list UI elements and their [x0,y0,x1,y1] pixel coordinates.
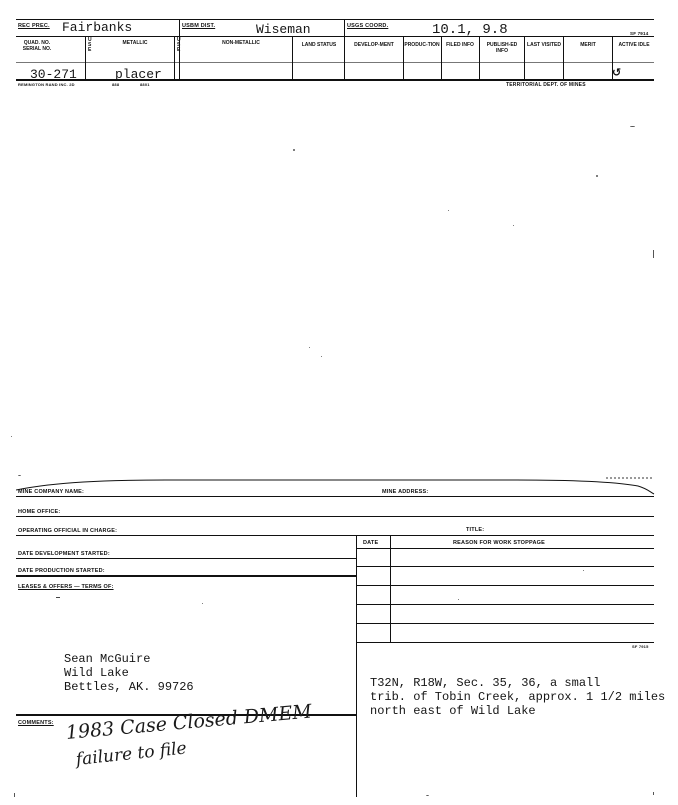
divider-coord [344,19,345,79]
divider-metallic [85,36,86,79]
col-published-info: PUBLISH-ED INFO [486,42,518,54]
rule-stoppage-5 [356,642,654,643]
torn-edge [16,476,656,496]
rule-prod [16,575,356,577]
leases-mark [56,597,60,598]
col-filed-info: FILED INFO [446,42,474,48]
divider-center [356,535,357,797]
rec-prec-label: REC PREC. [18,23,50,29]
card-footer-code-2: 8801 [140,82,150,87]
rule-stoppage-header [356,548,654,549]
form-number-back: SF 7915 [632,644,649,649]
divider-published [479,36,480,79]
divider-merit [563,36,564,79]
speck [309,347,310,348]
usbm-dist-value: Wiseman [256,22,311,37]
comments-label: COMMENTS: [18,720,54,726]
speck [293,149,295,151]
metallic-value: placer [115,67,162,82]
date-col-label: DATE [363,540,379,546]
col-production: PRODUC-TION [404,42,440,48]
rule-stoppage-2 [356,585,654,586]
speck [321,356,322,357]
divider-nonmetallic [174,36,175,79]
speck [653,250,654,258]
handwritten-comment-2: failure to file [74,738,188,770]
rule-dev [16,558,356,559]
speck [596,175,598,177]
col-nonmetallic: NON-METALLIC [222,40,260,46]
home-office-label: HOME OFFICE: [18,509,61,515]
speck [513,225,514,226]
col-land-status: LAND STATUS [301,42,337,48]
rule-stoppage-3 [356,604,654,605]
col-use-metallic: U S E [88,37,92,53]
usgs-coord-label: USGS COORD. [347,23,389,29]
title-label: TITLE: [466,527,485,533]
card-typing-rule [16,62,654,63]
col-quad-serial: QUAD. NO. SERIAL NO. [22,40,52,52]
card-footer-code-1: 888 [112,82,120,87]
leases-label: LEASES & OFFERS — TERMS OF: [18,584,114,590]
speck [458,599,459,600]
speck [202,603,203,604]
usgs-coord-value: 10.1, 9.8 [432,22,508,38]
col-last-visited: LAST VISITED [527,42,561,48]
rec-prec-value: Fairbanks [62,20,133,35]
speck [11,436,12,437]
divider-date [390,535,391,642]
location-line-3: north east of Wild Lake [370,704,536,718]
location-line-1: T32N, R18W, Sec. 35, 36, a small [370,676,601,690]
speck [583,570,584,571]
card-row-rule [16,36,654,37]
speck [448,210,449,211]
mine-address-label: MINE ADDRESS: [382,489,429,495]
col-merit: MERIT [580,42,596,48]
quad-serial-value: 30-271 [30,67,77,82]
handwritten-comment-1: 1983 Case Closed DMEM [65,700,313,744]
form-number-front: SF 7914 [630,31,649,36]
divider-last-visited [524,36,525,79]
operating-official-label: OPERATING OFFICIAL IN CHARGE: [18,528,118,534]
speck [14,793,15,797]
col-metallic: METALLIC [122,40,148,46]
rule-stoppage-1 [356,566,654,567]
rule-official [16,535,654,536]
divider-land [292,36,293,79]
active-idle-mark: ↺ [612,67,622,79]
address-line-city: Bettles, AK. 99726 [64,680,194,694]
usbm-dist-label: USBM DIST. [182,23,216,29]
location-line-2: trib. of Tobin Creek, approx. 1 1/2 miles [370,690,666,704]
address-line-name: Sean McGuire [64,652,151,666]
card-bottom-rule [16,79,654,81]
rule-home-office [16,516,654,517]
card-footer-left: REMINGTON RAND INC. 2D [18,82,75,87]
speck [426,795,429,796]
rule-company [16,496,654,497]
col-active-idle: ACTIVE IDLE [618,42,650,48]
dev-started-label: DATE DEVELOPMENT STARTED: [18,551,110,557]
col-development: DEVELOP-MENT [354,42,394,48]
prod-started-label: DATE PRODUCTION STARTED: [18,568,105,574]
address-line-place: Wild Lake [64,666,129,680]
card-footer-right: TERRITORIAL DEPT. OF MINES [506,82,586,88]
speck [653,792,654,795]
speck [630,126,635,127]
col-use-nonmetallic: U S E [177,37,181,53]
rule-stoppage-4 [356,623,654,624]
mine-company-label: MINE COMPANY NAME: [18,489,85,495]
reason-col-label: REASON FOR WORK STOPPAGE [453,540,545,546]
